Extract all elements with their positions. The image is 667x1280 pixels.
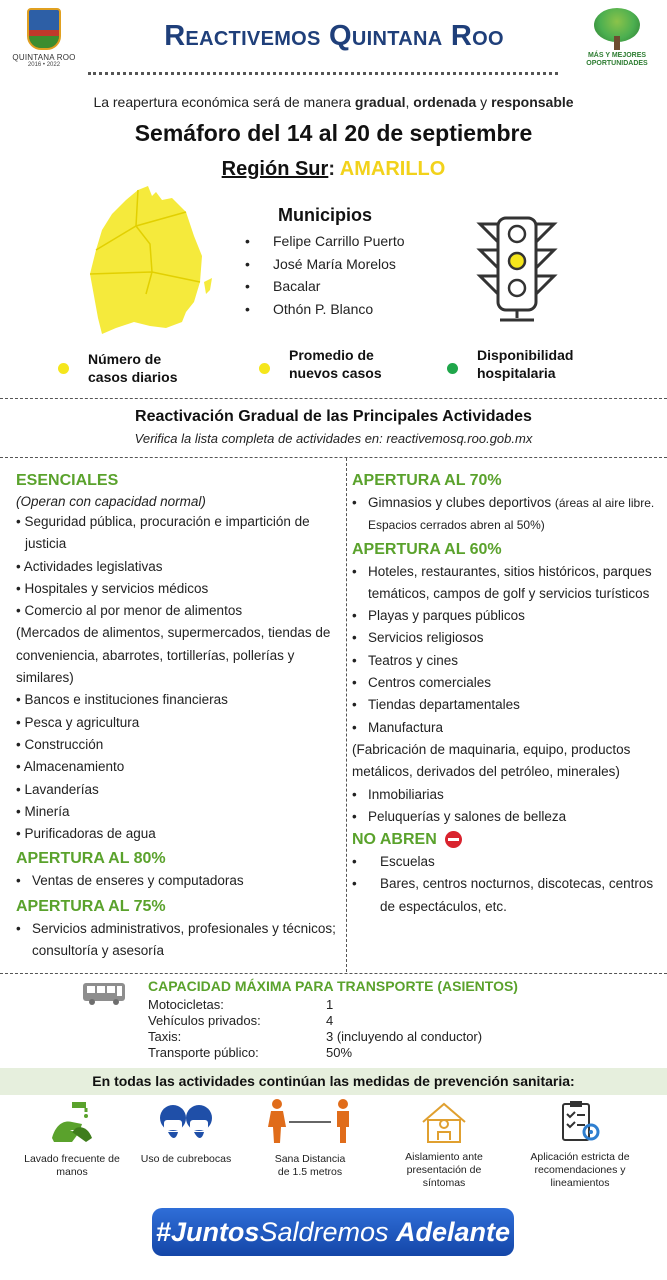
list-item: • Inmobiliarias bbox=[352, 784, 660, 806]
prevencion-item: Uso de cubrebocas bbox=[126, 1098, 246, 1166]
list-item: • Comercio al por menor de alimentos bbox=[16, 603, 243, 619]
list-item: • Centros comerciales bbox=[352, 672, 660, 694]
list-item: • Minería bbox=[16, 803, 70, 819]
logo-slogan-line2: OPORTUNIDADES bbox=[586, 60, 648, 67]
list-item: • Actividades legislativas bbox=[16, 558, 163, 574]
logo-slogan-line1: MÁS Y MEJORES bbox=[587, 52, 647, 59]
list-item: • Hospitales y servicios médicos bbox=[16, 580, 209, 596]
esenciales-note: (Operan con capacidad normal) bbox=[16, 494, 206, 509]
list-item: • Pesca y agricultura bbox=[16, 714, 140, 730]
list-item: • Almacenamiento bbox=[16, 759, 125, 775]
list-item: • Tiendas departamentales bbox=[352, 694, 660, 716]
column-divider bbox=[346, 458, 347, 972]
logo-years: 2016 • 2022 bbox=[27, 62, 61, 68]
region-color: AMARILLO bbox=[339, 158, 446, 180]
green-dot-icon bbox=[447, 363, 458, 374]
prohibited-icon bbox=[445, 831, 462, 848]
list-item: • Construcción bbox=[16, 736, 104, 752]
list-item: • Escuelas bbox=[352, 851, 660, 873]
semaforo-heading: Semáforo del 14 al 20 de septiembre bbox=[134, 120, 533, 146]
state-shield-icon bbox=[27, 8, 61, 50]
list-item: • Seguridad pública, procuración e impartición de justicia bbox=[16, 514, 310, 552]
bus-icon bbox=[82, 982, 126, 1006]
checklist-icon bbox=[555, 1098, 605, 1146]
logo-state-name: QUINTANA ROO bbox=[12, 53, 76, 62]
indicator-casos-diarios: Número de casos diarios bbox=[58, 350, 208, 390]
transporte-row: Vehículos privados: 4 bbox=[148, 1013, 334, 1028]
transporte-row: Taxis: 3 (incluyendo al conductor) bbox=[148, 1029, 483, 1044]
header bbox=[0, 0, 667, 86]
reactivacion-title: Reactivación Gradual de las Principales Actividades bbox=[135, 408, 532, 425]
list-item: • Servicios administrativos, profesionales y técnicos; consultoría y asesoría bbox=[16, 918, 342, 963]
yellow-dot-icon bbox=[259, 363, 270, 374]
region-heading: Región Sur: AMARILLO bbox=[221, 158, 446, 180]
region-map-icon bbox=[90, 186, 220, 336]
home-isolation-icon bbox=[419, 1098, 469, 1146]
list-item: • Ventas de enseres y computadoras bbox=[16, 870, 342, 892]
prevencion-item: Sana Distancia de 1.5 metros bbox=[250, 1098, 370, 1179]
section-divider bbox=[0, 398, 667, 399]
list-item: • Playas y parques públicos bbox=[352, 605, 660, 627]
left-column bbox=[16, 469, 342, 962]
header-dotted-divider bbox=[88, 72, 558, 75]
list-item-note: (Mercados de alimentos, supermercados, tiendas de conveniencia, abarrotes, tortillerías, pollerías y similares) bbox=[16, 625, 331, 686]
list-item: • Felipe Carrillo Puerto bbox=[245, 233, 405, 249]
apertura-60-heading: APERTURA AL 60% bbox=[352, 540, 502, 558]
apertura-80-heading: APERTURA AL 80% bbox=[16, 850, 166, 868]
transporte-row: Motocicletas: 1 bbox=[148, 997, 334, 1012]
page-title: Reactivemos Quintana Roo bbox=[164, 20, 504, 52]
list-item: • Bares, centros nocturnos, discotecas, centros de espectáculos, etc. bbox=[352, 873, 660, 918]
transporte-row: Transporte público: 50% bbox=[148, 1045, 353, 1060]
tree-icon bbox=[590, 8, 644, 52]
list-item: • Hoteles, restaurantes, sitios históricos, parques temáticos, campos de golf y servicios turísticos bbox=[352, 561, 660, 606]
esenciales-heading: ESENCIALES bbox=[16, 472, 119, 489]
right-column bbox=[352, 469, 660, 918]
list-item: • José María Morelos bbox=[245, 255, 396, 272]
prevencion-item: Aislamiento ante presentación de síntomas bbox=[384, 1098, 504, 1190]
traffic-light-icon bbox=[476, 216, 558, 326]
prevencion-item: Lavado frecuente de manos bbox=[12, 1098, 132, 1179]
indicator-nuevos-casos: Promedio de nuevos casos bbox=[259, 350, 409, 390]
handwash-icon bbox=[42, 1098, 102, 1146]
yellow-dot-icon bbox=[58, 363, 69, 374]
apertura-70-heading: APERTURA AL 70% bbox=[352, 472, 502, 489]
reactivacion-subtitle: Verifica la lista completa de actividades en: reactivemosq.roo.gob.mx bbox=[134, 431, 533, 446]
list-item-note: (Fabricación de maquinaria, equipo, productos metálicos, derivados del petróleo, minerales) bbox=[352, 741, 631, 780]
prevencion-title: En todas las actividades continúan las medidas de prevención sanitaria: bbox=[0, 1068, 667, 1095]
list-item: • Manufactura bbox=[352, 717, 660, 739]
quintana-roo-logo bbox=[8, 8, 80, 80]
list-item: • Teatros y cines bbox=[352, 650, 660, 672]
list-item: • Gimnasios y clubes deportivos (áreas al aire libre. Espacios cerrados abren al 50%) bbox=[352, 492, 660, 537]
list-item: • Bancos e instituciones financieras bbox=[16, 692, 228, 708]
list-item: • Bacalar bbox=[245, 278, 321, 294]
facemask-icon bbox=[156, 1098, 216, 1146]
section-divider bbox=[0, 973, 667, 974]
list-item: • Purificadoras de agua bbox=[16, 826, 156, 842]
hashtag-banner: #JuntosSaldremos Adelante bbox=[152, 1208, 514, 1256]
no-abren-heading: NO ABREN bbox=[352, 828, 660, 851]
section-divider bbox=[0, 457, 667, 458]
transporte-title: CAPACIDAD MÁXIMA PARA TRANSPORTE (ASIENTOS) bbox=[148, 978, 518, 994]
list-item: • Lavanderías bbox=[16, 781, 99, 797]
mas-y-mejores-logo bbox=[580, 8, 654, 80]
intro-text: La reapertura económica será de manera gradual, ordenada y responsable bbox=[93, 94, 574, 110]
prevencion-item: Aplicación estricta de recomendaciones y lineamientos bbox=[520, 1098, 640, 1190]
list-item: • Peluquerías y salones de belleza bbox=[352, 806, 660, 828]
municipios-title: Municipios bbox=[278, 205, 372, 225]
distance-icon bbox=[255, 1098, 365, 1146]
list-item: • Othón P. Blanco bbox=[245, 300, 374, 317]
municipios-list bbox=[245, 230, 405, 320]
list-item: • Servicios religiosos bbox=[352, 627, 660, 649]
apertura-75-heading: APERTURA AL 75% bbox=[16, 897, 166, 915]
indicator-disponibilidad: Disponibilidad hospitalaria bbox=[447, 350, 597, 390]
